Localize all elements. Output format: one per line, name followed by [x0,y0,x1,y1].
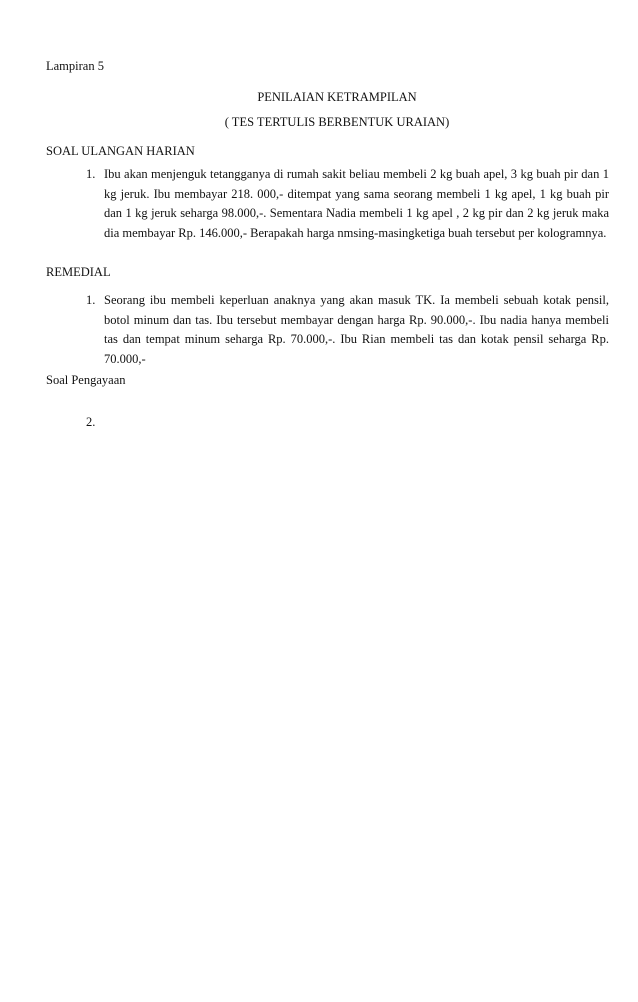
section-heading-pengayaan: Soal Pengayaan [46,373,126,387]
question-text: Ibu akan menjenguk tetangganya di rumah sakit beliau membeli 2 kg buah apel, 3 kg buah pir dan 1 kg jeruk. Ibu membayar 218. 000,- ditempat yang sama seorang membeli 1 kg apel, 1 kg buah pir dan 1 kg jeruk seharga 98.000,-. Sementara Nadia membeli 1 kg apel , 2 kg pir dan 2 kg jeruk maka dia membayar Rp. 146.000,- Berapakah harga nmsing-masingketiga buah tersebut per kologramnya. [104,167,609,240]
item-number: 1. [86,167,96,181]
section-heading-ulangan-harian: SOAL ULANGAN HARIAN [46,144,195,158]
document-title: PENILAIAN KETRAMPILAN [257,90,417,104]
remedial-question-text: Seorang ibu membeli keperluan anaknya yang akan masuk TK. Ia membeli sebuah kotak pensil, botol minum dan tas. Ibu tersebut membayar dengan harga Rp. 90.000,-. Ibu nadia hanya membeli tas dan tempat minum seharga Rp. 70.000,-. Ibu Rian membeli tas dan kotak pensil seharga Rp. 70.000,- [104,293,609,366]
document-subtitle: ( TES TERTULIS BERBENTUK URAIAN) [224,115,450,129]
attachment-label: Lampiran 5 [46,59,104,73]
item-number: 2. [86,415,96,429]
section-heading-remedial: REMEDIAL [46,265,111,279]
item-number: 1. [86,293,96,307]
